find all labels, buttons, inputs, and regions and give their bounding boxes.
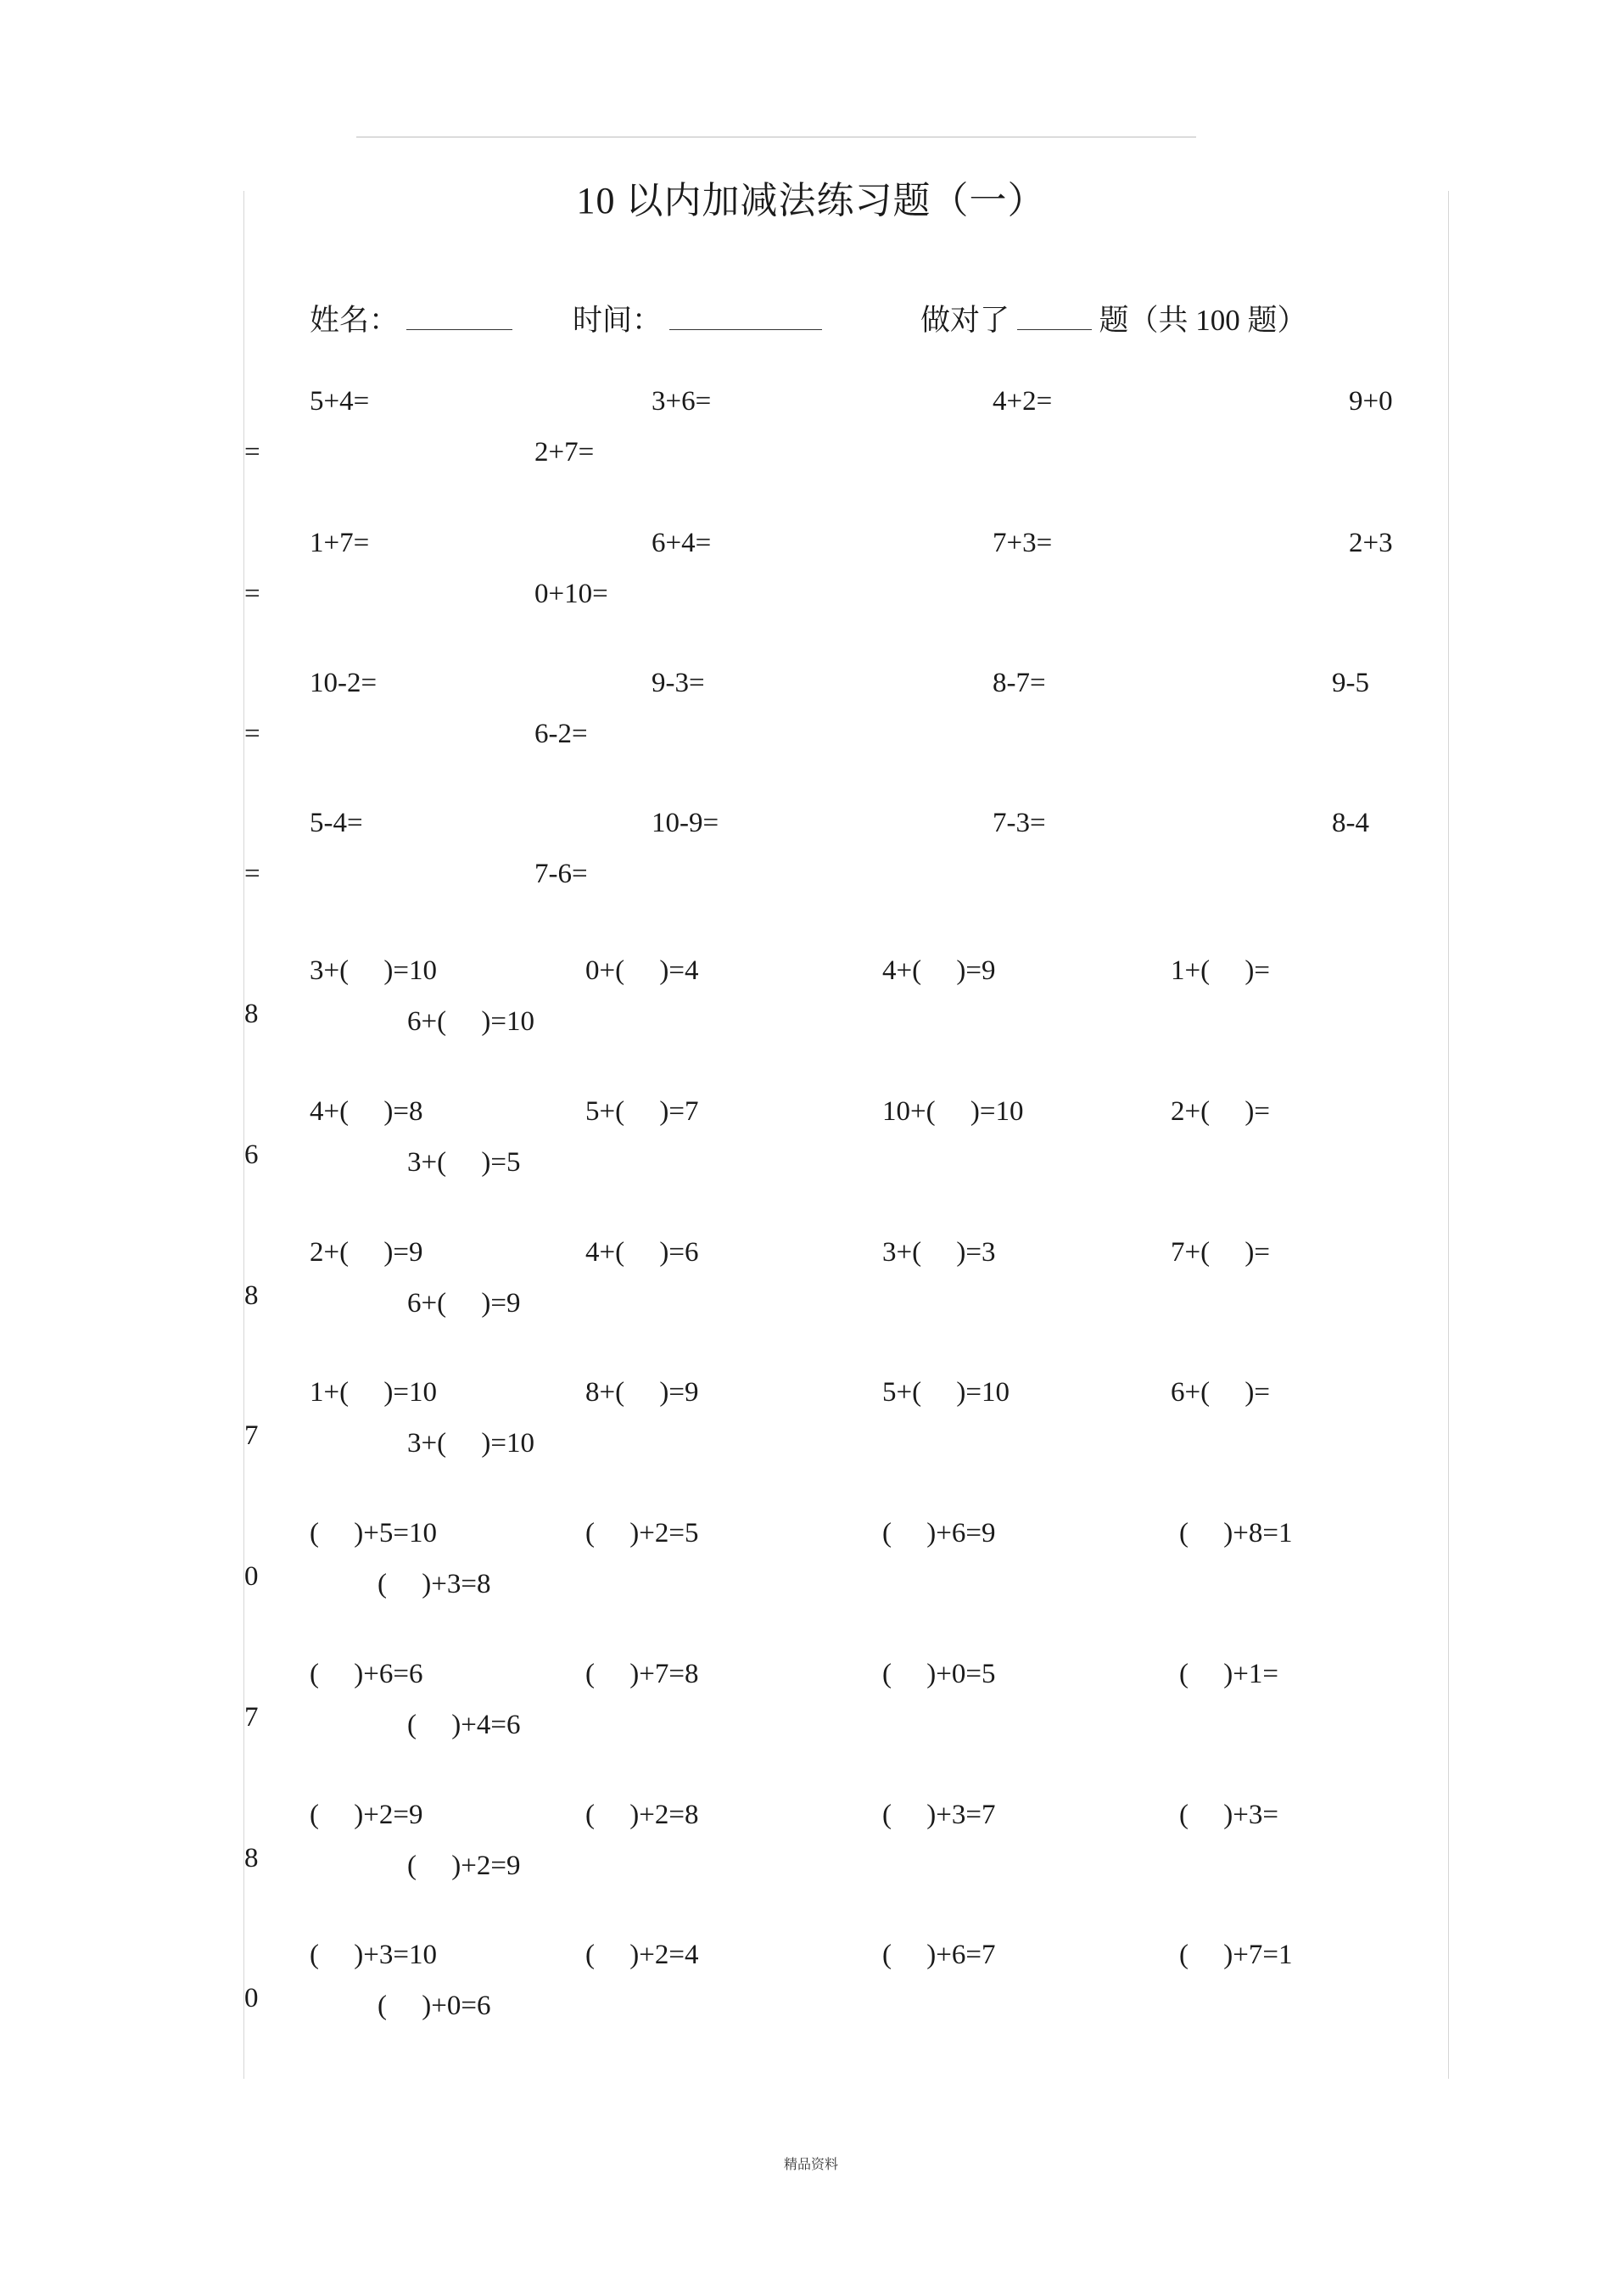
left-margin-rule [243, 191, 244, 2079]
problem-item: 2+7= [534, 437, 595, 468]
problem-item: ( )+0=6 [378, 1991, 491, 2021]
name-label: 姓名： [310, 304, 400, 337]
problem-item: ( )+1= [1179, 1659, 1278, 1689]
problem-item: 6-2= [534, 719, 588, 749]
problem-item: ( )+2=5 [585, 1518, 699, 1548]
problem-item: 6+4= [652, 528, 712, 558]
problem-item: ( )+2=9 [407, 1851, 521, 1881]
problem-item: 10-2= [310, 668, 378, 698]
problem-item: ( )+6=7 [882, 1940, 996, 1970]
wrapped-remainder: 8 [244, 999, 259, 1029]
problem-item: 2+3 [1349, 528, 1393, 558]
problem-item: ( )+4=6 [407, 1710, 521, 1740]
problem-item: 6+( )=9 [407, 1288, 521, 1319]
problem-item: ( )+6=6 [310, 1659, 423, 1689]
problem-item: 10+( )=10 [882, 1096, 1024, 1127]
problem-item: ( )+8=1 [1179, 1518, 1293, 1548]
problem-item: 8-4 [1332, 808, 1369, 838]
wrapped-remainder: 8 [244, 1843, 259, 1873]
problem-item: 9-3= [652, 668, 705, 698]
wrapped-remainder: 7 [244, 1702, 259, 1733]
problem-item: 9+0 [1349, 386, 1393, 417]
problem-item: ( )+3=8 [378, 1569, 491, 1599]
score-blank[interactable] [1017, 305, 1092, 330]
wrapped-remainder: 0 [244, 1983, 259, 2013]
problem-item: 6+( )= [1171, 1377, 1270, 1408]
problem-item: 8+( )=9 [585, 1377, 699, 1408]
problem-item: ( )+2=4 [585, 1940, 699, 1970]
name-field [310, 297, 512, 339]
problem-item: 4+2= [993, 386, 1053, 417]
page-title: 10 以内加减法练习题（一） [576, 180, 1046, 221]
problem-item: 5-4= [310, 808, 363, 838]
problem-item: 9-5 [1332, 668, 1369, 698]
problem-item: 3+( )=10 [407, 1428, 534, 1459]
problem-item: 5+4= [310, 386, 370, 417]
score-field [920, 297, 1307, 339]
problem-item: 3+( )=10 [310, 955, 437, 986]
problem-item: 4+( )=8 [310, 1096, 423, 1127]
problem-item: ( )+3= [1179, 1800, 1278, 1830]
problem-item: 6+( )=10 [407, 1006, 534, 1037]
score-prefix: 做对了 [920, 304, 1010, 337]
right-margin-rule [1448, 191, 1449, 2079]
problem-item: 8-7= [993, 668, 1046, 698]
problem-item: 1+( )=10 [310, 1377, 437, 1408]
wrapped-remainder: = [244, 437, 260, 468]
problem-item: 10-9= [652, 808, 719, 838]
problem-item: ( )+2=8 [585, 1800, 699, 1830]
problem-item: 7-6= [534, 859, 588, 889]
problem-item: 5+( )=7 [585, 1096, 699, 1127]
name-blank[interactable] [406, 305, 512, 330]
problem-item: 5+( )=10 [882, 1377, 1010, 1408]
problem-item: ( )+7=8 [585, 1659, 699, 1689]
problem-item: 3+( )=5 [407, 1147, 521, 1178]
problem-item: 1+( )= [1171, 955, 1270, 986]
problem-item: 0+10= [534, 579, 608, 609]
time-blank[interactable] [669, 305, 822, 330]
score-suffix: 题（共 100 题） [1099, 304, 1307, 337]
problem-item: 7-3= [993, 808, 1046, 838]
problem-item: ( )+2=9 [310, 1800, 423, 1830]
problem-item: ( )+5=10 [310, 1518, 437, 1548]
problem-item: 4+( )=9 [882, 955, 996, 986]
problem-item: ( )+0=5 [882, 1659, 996, 1689]
problem-item: 4+( )=6 [585, 1237, 699, 1268]
problem-item: 7+3= [993, 528, 1053, 558]
problem-item: 7+( )= [1171, 1237, 1270, 1268]
problem-item: ( )+3=10 [310, 1940, 437, 1970]
problem-item: ( )+3=7 [882, 1800, 996, 1830]
problem-item: 2+( )=9 [310, 1237, 423, 1268]
wrapped-remainder: 6 [244, 1140, 259, 1170]
problem-item: 3+( )=3 [882, 1237, 996, 1268]
time-field [573, 297, 822, 339]
problem-item: 0+( )=4 [585, 955, 699, 986]
time-label: 时间： [573, 304, 663, 337]
problem-item: ( )+6=9 [882, 1518, 996, 1548]
wrapped-remainder: 7 [244, 1420, 259, 1451]
wrapped-remainder: 0 [244, 1561, 259, 1592]
problem-item: ( )+7=1 [1179, 1940, 1293, 1970]
wrapped-remainder: = [244, 719, 260, 749]
wrapped-remainder: 8 [244, 1280, 259, 1311]
page-footer: 精品资料 [783, 2156, 838, 2172]
problem-item: 1+7= [310, 528, 370, 558]
wrapped-remainder: = [244, 579, 260, 609]
problem-item: 3+6= [652, 386, 712, 417]
wrapped-remainder: = [244, 859, 260, 889]
problem-item: 2+( )= [1171, 1096, 1270, 1127]
